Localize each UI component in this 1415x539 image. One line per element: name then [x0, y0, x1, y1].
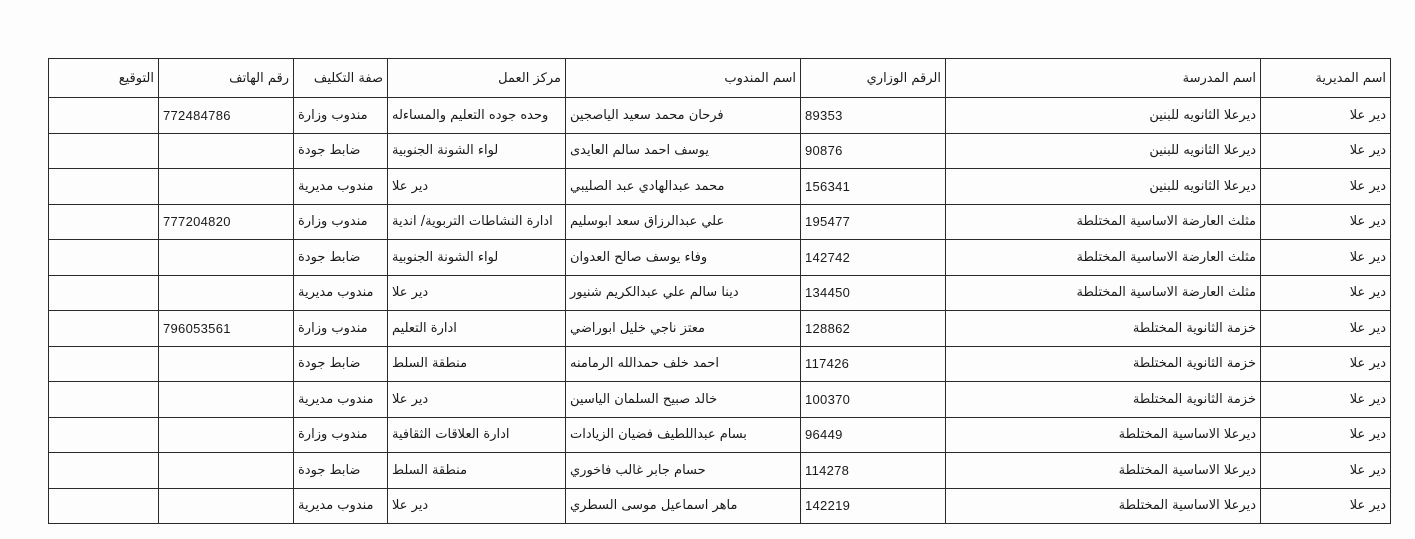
school-cell: خزمة الثانوية المختلطة [946, 382, 1261, 418]
delegate-name-cell: احمد خلف حمدالله الرمامنه [566, 346, 801, 382]
delegate-name-cell: ماهر اسماعيل موسى السطري [566, 488, 801, 524]
school-cell: مثلث العارضة الاساسية المختلطة [946, 240, 1261, 276]
assignment-type-cell: مندوب مديرية [294, 488, 388, 524]
table-row [49, 98, 1391, 134]
phone-cell [159, 417, 294, 453]
delegate-name-cell: فرحان محمد سعيد الياصجين [566, 98, 801, 134]
header-delegate-name: اسم المندوب [566, 59, 801, 98]
delegate-name-cell: دينا سالم علي عبدالكريم شنيور [566, 275, 801, 311]
header-work-center: مركز العمل [388, 59, 566, 98]
work-center-cell: منطقة السلط [388, 453, 566, 489]
signature-cell [49, 169, 159, 205]
assignment-type-cell: مندوب مديرية [294, 382, 388, 418]
directorate-cell: دير علا [1261, 133, 1391, 169]
work-center-cell: دير علا [388, 169, 566, 205]
work-center-cell: وحده جوده التعليم والمساءله [388, 98, 566, 134]
phone-cell: 772484786 [159, 98, 294, 134]
assignment-type-cell: ضابط جودة [294, 240, 388, 276]
assignment-type-cell: مندوب وزارة [294, 311, 388, 347]
assignment-type-cell: مندوب وزارة [294, 417, 388, 453]
table-row [49, 488, 1391, 524]
school-cell: ديرعلا الاساسية المختلطة [946, 488, 1261, 524]
assignment-type-cell: مندوب مديرية [294, 275, 388, 311]
ministry-no-cell: 96449 [801, 417, 946, 453]
directorate-cell: دير علا [1261, 204, 1391, 240]
directorate-cell: دير علا [1261, 453, 1391, 489]
signature-cell [49, 311, 159, 347]
ministry-no-cell: 128862 [801, 311, 946, 347]
phone-cell [159, 382, 294, 418]
ministry-no-cell: 114278 [801, 453, 946, 489]
assignment-type-cell: ضابط جودة [294, 346, 388, 382]
phone-cell [159, 275, 294, 311]
directorate-cell: دير علا [1261, 346, 1391, 382]
header-school: اسم المدرسة [946, 59, 1261, 98]
directorate-cell: دير علا [1261, 169, 1391, 205]
phone-cell [159, 133, 294, 169]
school-cell: خزمة الثانوية المختلطة [946, 311, 1261, 347]
directorate-cell: دير علا [1261, 240, 1391, 276]
ministry-no-cell: 90876 [801, 133, 946, 169]
table-row [49, 453, 1391, 489]
table-header-row [49, 59, 1391, 98]
work-center-cell: ادارة التعليم [388, 311, 566, 347]
work-center-cell: دير علا [388, 488, 566, 524]
delegate-name-cell: حسام جابر غالب فاخوري [566, 453, 801, 489]
table-row [49, 382, 1391, 418]
work-center-cell: دير علا [388, 275, 566, 311]
assignment-type-cell: مندوب مديرية [294, 169, 388, 205]
signature-cell [49, 204, 159, 240]
delegate-name-cell: علي عبدالرزاق سعد ابوسليم [566, 204, 801, 240]
ministry-no-cell: 117426 [801, 346, 946, 382]
header-directorate: اسم المديرية [1261, 59, 1391, 98]
phone-cell [159, 346, 294, 382]
school-cell: مثلث العارضة الاساسية المختلطة [946, 204, 1261, 240]
delegate-name-cell: يوسف احمد سالم العايدى [566, 133, 801, 169]
school-cell: مثلث العارضة الاساسية المختلطة [946, 275, 1261, 311]
ministry-no-cell: 134450 [801, 275, 946, 311]
directorate-cell: دير علا [1261, 275, 1391, 311]
work-center-cell: لواء الشونة الجنوبية [388, 133, 566, 169]
directorate-cell: دير علا [1261, 382, 1391, 418]
table-row [49, 275, 1391, 311]
delegate-name-cell: محمد عبدالهادي عبد الصليبي [566, 169, 801, 205]
header-phone: رقم الهاتف [159, 59, 294, 98]
phone-cell [159, 453, 294, 489]
signature-cell [49, 133, 159, 169]
signature-cell [49, 453, 159, 489]
phone-cell: 796053561 [159, 311, 294, 347]
assignment-type-cell: مندوب وزارة [294, 98, 388, 134]
ministry-no-cell: 89353 [801, 98, 946, 134]
signature-cell [49, 417, 159, 453]
signature-cell [49, 275, 159, 311]
school-cell: ديرعلا الاساسية المختلطة [946, 417, 1261, 453]
school-cell: ديرعلا الاساسية المختلطة [946, 453, 1261, 489]
assignment-type-cell: ضابط جودة [294, 133, 388, 169]
table-row [49, 346, 1391, 382]
work-center-cell: لواء الشونة الجنوبية [388, 240, 566, 276]
signature-cell [49, 98, 159, 134]
signature-cell [49, 488, 159, 524]
signature-cell [49, 240, 159, 276]
assignment-type-cell: ضابط جودة [294, 453, 388, 489]
signature-cell [49, 346, 159, 382]
ministry-no-cell: 195477 [801, 204, 946, 240]
delegate-name-cell: بسام عبداللطيف فضيان الزيادات [566, 417, 801, 453]
table-row [49, 169, 1391, 205]
table-row [49, 311, 1391, 347]
phone-cell [159, 488, 294, 524]
ministry-no-cell: 142742 [801, 240, 946, 276]
header-assignment-type: صفة التكليف [294, 59, 388, 98]
ministry-no-cell: 156341 [801, 169, 946, 205]
school-cell: ديرعلا الثانويه للبنين [946, 169, 1261, 205]
directorate-cell: دير علا [1261, 98, 1391, 134]
work-center-cell: منطقة السلط [388, 346, 566, 382]
work-center-cell: ادارة النشاطات التربوية/ اندية [388, 204, 566, 240]
phone-cell [159, 240, 294, 276]
work-center-cell: دير علا [388, 382, 566, 418]
table-body [49, 98, 1391, 524]
table-row [49, 240, 1391, 276]
assignment-type-cell: مندوب وزارة [294, 204, 388, 240]
directorate-cell: دير علا [1261, 417, 1391, 453]
table-row [49, 417, 1391, 453]
delegates-table [48, 58, 1391, 524]
directorate-cell: دير علا [1261, 311, 1391, 347]
directorate-cell: دير علا [1261, 488, 1391, 524]
ministry-no-cell: 100370 [801, 382, 946, 418]
delegate-name-cell: وفاء يوسف صالح العدوان [566, 240, 801, 276]
table-row [49, 133, 1391, 169]
header-ministry-no: الرقم الوزاري [801, 59, 946, 98]
delegate-name-cell: خالد صبيح السلمان الياسين [566, 382, 801, 418]
delegate-name-cell: معتز ناجي خليل ابوراضي [566, 311, 801, 347]
table-row [49, 204, 1391, 240]
school-cell: خزمة الثانوية المختلطة [946, 346, 1261, 382]
ministry-no-cell: 142219 [801, 488, 946, 524]
school-cell: ديرعلا الثانويه للبنين [946, 133, 1261, 169]
signature-cell [49, 382, 159, 418]
work-center-cell: ادارة العلاقات الثقافية [388, 417, 566, 453]
header-signature: التوقيع [49, 59, 159, 98]
school-cell: ديرعلا الثانويه للبنين [946, 98, 1261, 134]
phone-cell: 777204820 [159, 204, 294, 240]
phone-cell [159, 169, 294, 205]
